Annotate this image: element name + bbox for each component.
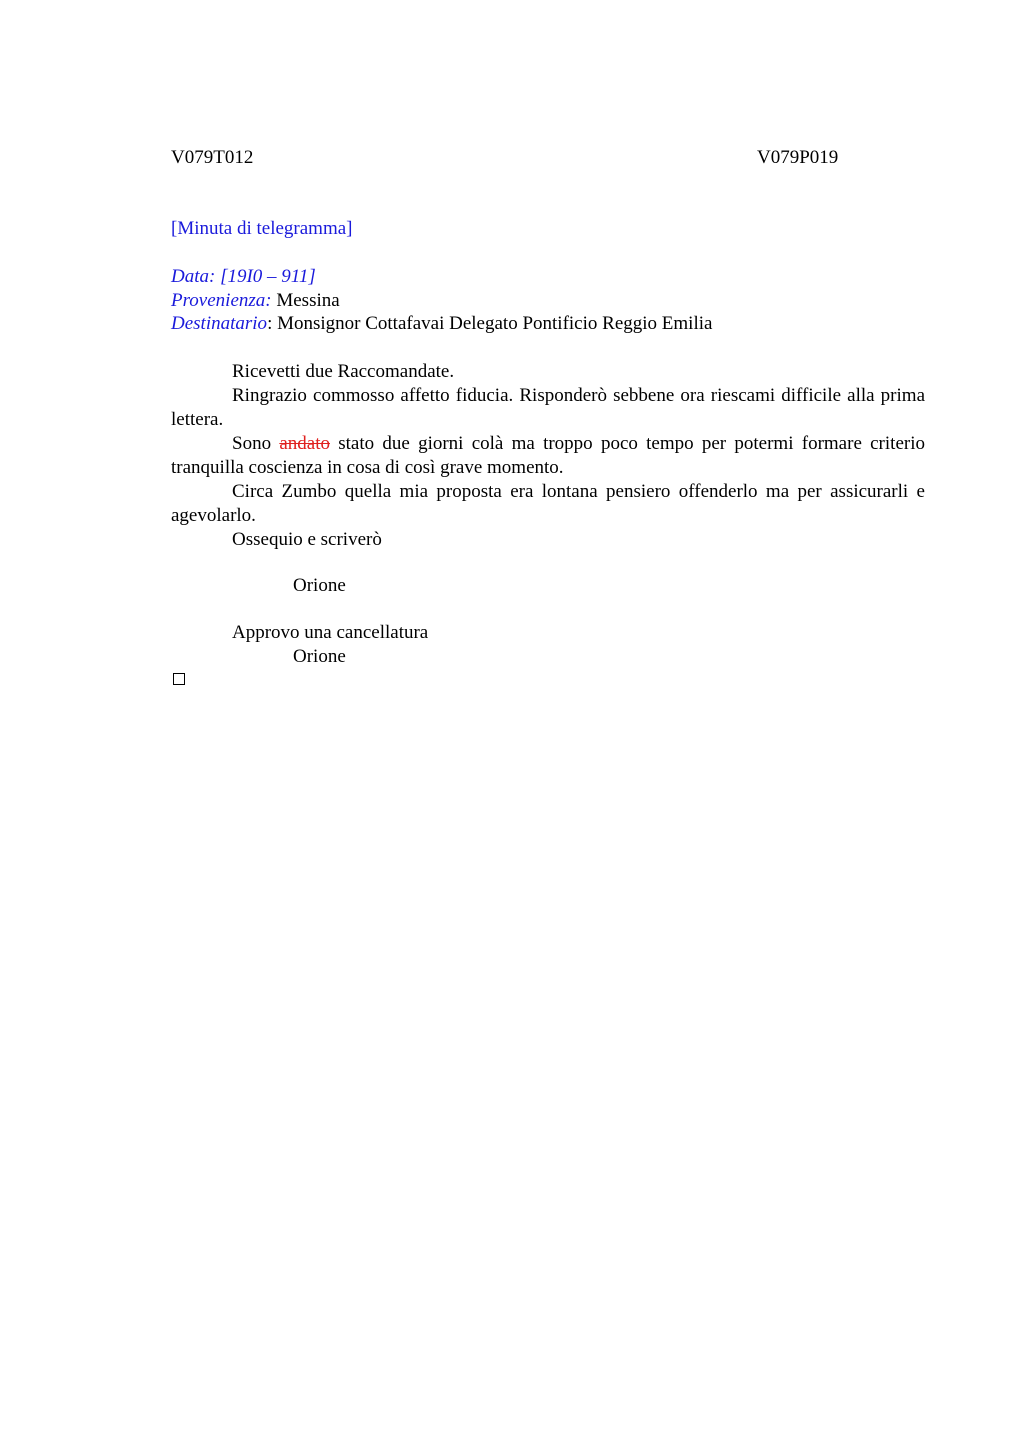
recipient-line bbox=[171, 312, 712, 336]
telegram-body bbox=[171, 360, 925, 552]
document-code-left: V079T012 bbox=[171, 147, 254, 168]
paragraph-received: Ricevetti due Raccomandate. bbox=[232, 361, 455, 382]
checkbox-square-icon bbox=[173, 673, 185, 685]
deleted-word: andato bbox=[279, 433, 330, 454]
document-code-right: V079P019 bbox=[757, 147, 839, 168]
paragraph-zumbo: Circa Zumbo quella mia proposta era lontana pensiero offenderlo ma per assicurarli e agevolarlo. bbox=[171, 481, 925, 526]
visit-text-end: stato due giorni colà ma troppo poco tempo per potermi formare criterio tranquilla coscienza in cosa di così grave momento. bbox=[171, 433, 925, 478]
signature: Orione bbox=[293, 575, 346, 596]
approval-note: Approvo una cancellatura bbox=[232, 622, 429, 643]
recipient-label: Destinatario bbox=[171, 313, 268, 334]
paragraph-thanks: Ringrazio commosso affetto fiducia. Risponderò sebbene ora riescami difficile alla prima lettera. bbox=[171, 385, 925, 430]
date-line bbox=[171, 265, 316, 289]
origin-label: Provenienza: bbox=[171, 290, 272, 311]
paragraph-visit bbox=[171, 432, 925, 480]
date-value: [19I0 – 911] bbox=[220, 266, 316, 287]
date-label: Data: bbox=[171, 266, 216, 287]
document-type: [Minuta di telegramma] bbox=[171, 218, 353, 239]
recipient-value: : Monsignor Cottafavai Delegato Pontificio Reggio Emilia bbox=[267, 313, 713, 334]
visit-text-start: Sono bbox=[232, 433, 280, 454]
approval-signature: Orione bbox=[293, 646, 346, 667]
origin-value: Messina bbox=[276, 290, 340, 311]
origin-line bbox=[171, 289, 340, 313]
paragraph-regards: Ossequio e scriverò bbox=[232, 529, 382, 550]
